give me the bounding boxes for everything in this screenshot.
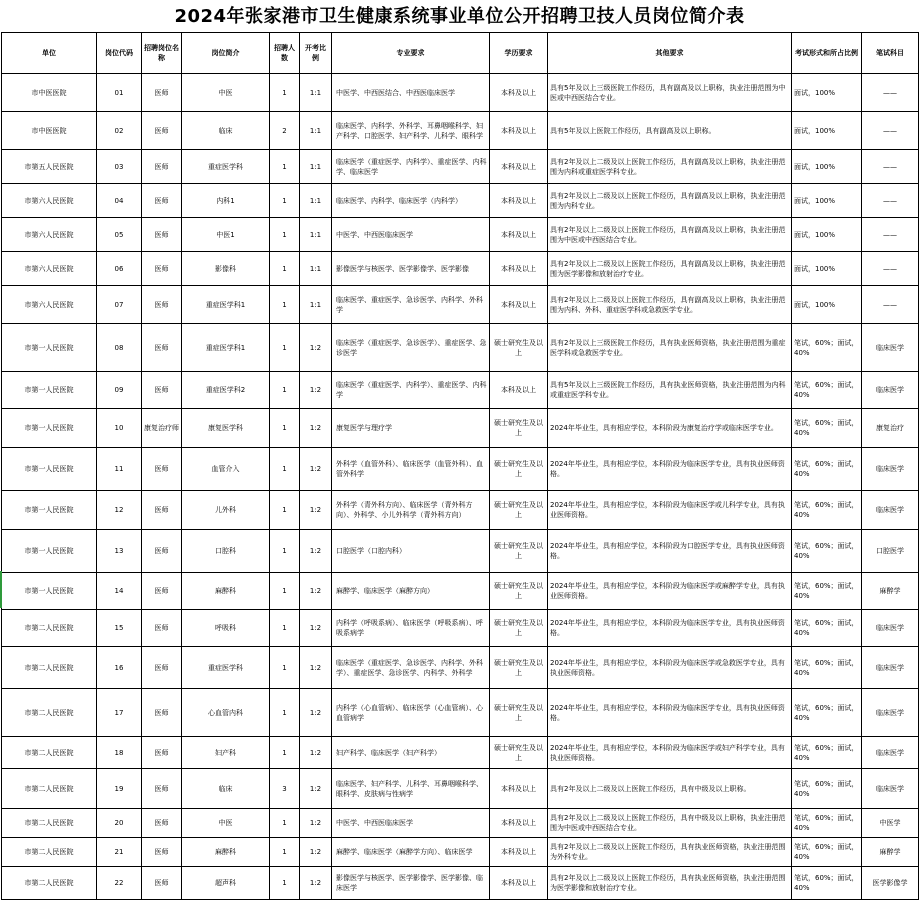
cell-ratio[interactable]: 1:2 xyxy=(300,809,332,838)
table-row xyxy=(2,867,919,900)
cell-unit[interactable]: 市第二人民医院 xyxy=(2,647,97,689)
cell-post[interactable]: 医师 xyxy=(142,218,182,252)
cell-edu[interactable]: 本科及以上 xyxy=(490,218,548,252)
cell-other[interactable]: 具有2年及以上二级及以上医院工作经历，具有副高及以上职称，执业注册范围为内科专业。 xyxy=(548,184,792,218)
cell-ratio[interactable]: 1:2 xyxy=(300,491,332,530)
cell-exam[interactable]: 笔试，60%；面试，40% xyxy=(792,867,862,900)
cell-major[interactable]: 麻醉学、临床医学（麻醉方向） xyxy=(332,573,490,610)
table-row xyxy=(2,372,919,409)
cell-code[interactable]: 07 xyxy=(97,286,142,324)
cell-code[interactable]: 05 xyxy=(97,218,142,252)
cell-other[interactable]: 2024年毕业生，具有相应学位，本科阶段为临床医学或急救医学专业，具有执业医师资格。 xyxy=(548,647,792,689)
cell-unit[interactable]: 市第六人民医院 xyxy=(2,184,97,218)
cell-other[interactable]: 具有2年及以上二级及以上医院工作经历，具有执业医师资格，执业注册范围为外科专业。 xyxy=(548,838,792,867)
cell-subject[interactable]: —— xyxy=(862,218,919,252)
cell-major[interactable]: 康复医学与理疗学 xyxy=(332,409,490,448)
cell-other[interactable]: 具有5年及以上三级医院工作经历，具有副高及以上职称，执业注册范围为中医或中西医结合专业。 xyxy=(548,74,792,112)
cell-major[interactable]: 临床医学、内科学、外科学、耳鼻咽喉科学、妇产科学、口腔医学、妇产科学、儿科学、眼科学 xyxy=(332,112,490,150)
cell-subject[interactable]: —— xyxy=(862,252,919,286)
cell-major[interactable]: 中医学、中西医临床医学 xyxy=(332,218,490,252)
header-row xyxy=(2,33,919,74)
cell-ratio[interactable]: 1:1 xyxy=(300,150,332,184)
cell-num[interactable]: 2 xyxy=(270,112,300,150)
cell-subject[interactable]: —— xyxy=(862,286,919,324)
cell-edu[interactable]: 本科及以上 xyxy=(490,809,548,838)
cell-edu[interactable]: 本科及以上 xyxy=(490,867,548,900)
cell-other[interactable]: 2024年毕业生，具有相应学位，本科阶段为临床医学专业，具有执业医师资格。 xyxy=(548,610,792,647)
cell-post[interactable]: 医师 xyxy=(142,689,182,737)
cell-major[interactable]: 临床医学（重症医学、急诊医学、内科学、外科学）、重症医学、急诊医学、内科学、外科学 xyxy=(332,647,490,689)
cell-code[interactable]: 17 xyxy=(97,689,142,737)
cell-edu[interactable]: 硕士研究生及以上 xyxy=(490,491,548,530)
cell-ratio[interactable]: 1:2 xyxy=(300,689,332,737)
cell-exam[interactable]: 笔试，60%；面试，40% xyxy=(792,610,862,647)
cell-code[interactable]: 02 xyxy=(97,112,142,150)
cell-num[interactable]: 1 xyxy=(270,150,300,184)
cell-subject[interactable]: 临床医学 xyxy=(862,689,919,737)
cell-major[interactable]: 口腔医学（口腔内科） xyxy=(332,530,490,573)
cell-num[interactable]: 1 xyxy=(270,448,300,491)
cell-code[interactable]: 15 xyxy=(97,610,142,647)
cell-post[interactable]: 医师 xyxy=(142,184,182,218)
header-major: 专业要求 xyxy=(332,33,490,74)
cell-ratio[interactable]: 1:2 xyxy=(300,610,332,647)
cell-major[interactable]: 外科学（血管外科）、临床医学（血管外科）、血管外科学 xyxy=(332,448,490,491)
cell-unit[interactable]: 市第六人民医院 xyxy=(2,218,97,252)
cell-intro[interactable]: 临床 xyxy=(182,112,270,150)
cell-intro[interactable]: 血管介入 xyxy=(182,448,270,491)
cell-major[interactable]: 影像医学与核医学、医学影像学、医学影像 xyxy=(332,252,490,286)
cell-intro[interactable]: 中医 xyxy=(182,809,270,838)
table-row xyxy=(2,324,919,372)
header-code: 岗位代码 xyxy=(97,33,142,74)
cell-code[interactable]: 18 xyxy=(97,737,142,769)
cell-unit[interactable]: 市第二人民医院 xyxy=(2,809,97,838)
cell-intro[interactable]: 重症医学科 xyxy=(182,647,270,689)
cell-edu[interactable]: 本科及以上 xyxy=(490,252,548,286)
cell-intro[interactable]: 中医1 xyxy=(182,218,270,252)
cell-exam[interactable]: 笔试，60%；面试，40% xyxy=(792,530,862,573)
table-row xyxy=(2,150,919,184)
cell-post[interactable]: 医师 xyxy=(142,838,182,867)
table-row xyxy=(2,737,919,769)
cell-intro[interactable]: 心血管内科 xyxy=(182,689,270,737)
cell-subject[interactable]: 临床医学 xyxy=(862,769,919,809)
cell-code[interactable]: 16 xyxy=(97,647,142,689)
cell-num[interactable]: 1 xyxy=(270,74,300,112)
cell-exam[interactable]: 面试，100% xyxy=(792,286,862,324)
table-body xyxy=(2,74,919,900)
header-post: 招聘岗位名称 xyxy=(142,33,182,74)
cell-post[interactable]: 医师 xyxy=(142,530,182,573)
cell-exam[interactable]: 笔试，60%；面试，40% xyxy=(792,491,862,530)
cell-code[interactable]: 22 xyxy=(97,867,142,900)
cell-post[interactable]: 医师 xyxy=(142,867,182,900)
cell-unit[interactable]: 市第二人民医院 xyxy=(2,769,97,809)
cell-subject[interactable]: —— xyxy=(862,112,919,150)
cell-subject[interactable]: 口腔医学 xyxy=(862,530,919,573)
cell-num[interactable]: 1 xyxy=(270,867,300,900)
header-subject: 笔试科目 xyxy=(862,33,919,74)
cell-ratio[interactable]: 1:1 xyxy=(300,184,332,218)
cell-other[interactable]: 具有2年及以上二级及以上医院工作经历，具有执业医师资格，执业注册范围为医学影像和放射治疗专业。 xyxy=(548,867,792,900)
cell-code[interactable]: 08 xyxy=(97,324,142,372)
cell-unit[interactable]: 市第二人民医院 xyxy=(2,610,97,647)
cell-intro[interactable]: 重症医学科1 xyxy=(182,286,270,324)
cell-exam[interactable]: 面试，100% xyxy=(792,112,862,150)
cell-ratio[interactable]: 1:2 xyxy=(300,530,332,573)
cell-exam[interactable]: 面试，100% xyxy=(792,184,862,218)
cell-num[interactable]: 1 xyxy=(270,647,300,689)
cell-exam[interactable]: 面试，100% xyxy=(792,74,862,112)
cell-post[interactable]: 医师 xyxy=(142,324,182,372)
cell-unit[interactable]: 市第一人民医院 xyxy=(2,491,97,530)
cell-intro[interactable]: 重症医学科2 xyxy=(182,372,270,409)
cell-intro[interactable]: 儿外科 xyxy=(182,491,270,530)
cell-subject[interactable]: 临床医学 xyxy=(862,737,919,769)
table-row xyxy=(2,112,919,150)
cell-code[interactable]: 09 xyxy=(97,372,142,409)
cell-unit[interactable]: 市第六人民医院 xyxy=(2,252,97,286)
cell-ratio[interactable]: 1:2 xyxy=(300,647,332,689)
cell-num[interactable]: 1 xyxy=(270,409,300,448)
cell-intro[interactable]: 重症医学科1 xyxy=(182,324,270,372)
cell-major[interactable]: 中医学、中西医结合、中西医临床医学 xyxy=(332,74,490,112)
cell-intro[interactable]: 麻醉科 xyxy=(182,838,270,867)
cell-unit[interactable]: 市第一人民医院 xyxy=(2,324,97,372)
cell-other[interactable]: 具有2年及以上二级及以上医院工作经历，具有中级及以上职称。 xyxy=(548,769,792,809)
cell-intro[interactable]: 临床 xyxy=(182,769,270,809)
cell-post[interactable]: 医师 xyxy=(142,809,182,838)
cell-edu[interactable]: 本科及以上 xyxy=(490,286,548,324)
cell-exam[interactable]: 笔试，60%；面试，40% xyxy=(792,769,862,809)
cell-code[interactable]: 19 xyxy=(97,769,142,809)
cell-other[interactable]: 具有2年及以上二级及以上医院工作经历，具有副高及以上职称，执业注册范围为医学影像和放射治疗专业。 xyxy=(548,252,792,286)
cell-exam[interactable]: 笔试，60%；面试，40% xyxy=(792,409,862,448)
cell-other[interactable]: 2024年毕业生，具有相应学位，本科阶段为口腔医学专业，具有执业医师资格。 xyxy=(548,530,792,573)
cell-major[interactable]: 内科学（心血管病）、临床医学（心血管病）、心血管病学 xyxy=(332,689,490,737)
cell-num[interactable]: 1 xyxy=(270,324,300,372)
cell-subject[interactable]: 麻醉学 xyxy=(862,573,919,610)
cell-num[interactable]: 1 xyxy=(270,218,300,252)
cell-major[interactable]: 内科学（呼吸系病）、临床医学（呼吸系病）、呼吸系病学 xyxy=(332,610,490,647)
cell-edu[interactable]: 本科及以上 xyxy=(490,112,548,150)
cell-other[interactable]: 具有2年及以上三级医院工作经历，具有执业医师资格，执业注册范围为重症医学科或急救医学专业。 xyxy=(548,324,792,372)
table-row xyxy=(2,409,919,448)
header-edu: 学历要求 xyxy=(490,33,548,74)
cell-code[interactable]: 13 xyxy=(97,530,142,573)
cell-unit[interactable]: 市第一人民医院 xyxy=(2,372,97,409)
cell-exam[interactable]: 面试，100% xyxy=(792,252,862,286)
cell-major[interactable]: 临床医学、重症医学、急诊医学、内科学、外科学 xyxy=(332,286,490,324)
cell-major[interactable]: 影像医学与核医学、医学影像学、医学影像、临床医学 xyxy=(332,867,490,900)
cell-major[interactable]: 临床医学（重症医学、急诊医学）、重症医学、急诊医学 xyxy=(332,324,490,372)
cell-exam[interactable]: 笔试，60%；面试，40% xyxy=(792,647,862,689)
cell-edu[interactable]: 硕士研究生及以上 xyxy=(490,324,548,372)
cell-edu[interactable]: 硕士研究生及以上 xyxy=(490,737,548,769)
cell-post[interactable]: 医师 xyxy=(142,769,182,809)
cell-subject[interactable]: —— xyxy=(862,74,919,112)
cell-code[interactable]: 10 xyxy=(97,409,142,448)
cell-ratio[interactable]: 1:1 xyxy=(300,218,332,252)
cell-unit[interactable]: 市第二人民医院 xyxy=(2,838,97,867)
cell-post[interactable]: 医师 xyxy=(142,74,182,112)
cell-unit[interactable]: 市第一人民医院 xyxy=(2,409,97,448)
cell-code[interactable]: 04 xyxy=(97,184,142,218)
cell-post[interactable]: 医师 xyxy=(142,737,182,769)
cell-subject[interactable]: 临床医学 xyxy=(862,647,919,689)
cell-other[interactable]: 2024年毕业生，具有相应学位，本科阶段为临床医学专业，具有执业医师资格。 xyxy=(548,689,792,737)
cell-unit[interactable]: 市第一人民医院 xyxy=(2,530,97,573)
cell-ratio[interactable]: 1:1 xyxy=(300,112,332,150)
cell-edu[interactable]: 硕士研究生及以上 xyxy=(490,530,548,573)
cell-major[interactable]: 妇产科学、临床医学（妇产科学） xyxy=(332,737,490,769)
cell-intro[interactable]: 康复医学科 xyxy=(182,409,270,448)
cell-code[interactable]: 11 xyxy=(97,448,142,491)
cell-other[interactable]: 2024年毕业生，具有相应学位，本科阶段为临床医学或儿科学专业，具有执业医师资格。 xyxy=(548,491,792,530)
cell-code[interactable]: 01 xyxy=(97,74,142,112)
cell-subject[interactable]: —— xyxy=(862,184,919,218)
cell-num[interactable]: 1 xyxy=(270,809,300,838)
cell-post[interactable]: 医师 xyxy=(142,448,182,491)
cell-num[interactable]: 1 xyxy=(270,372,300,409)
cell-ratio[interactable]: 1:2 xyxy=(300,867,332,900)
cell-ratio[interactable]: 1:2 xyxy=(300,324,332,372)
table-row xyxy=(2,218,919,252)
cell-major[interactable]: 麻醉学、临床医学（麻醉学方向）、临床医学 xyxy=(332,838,490,867)
cell-num[interactable]: 1 xyxy=(270,737,300,769)
cell-post[interactable]: 医师 xyxy=(142,112,182,150)
cell-intro[interactable]: 呼吸科 xyxy=(182,610,270,647)
page-title: 2024年张家港市卫生健康系统事业单位公开招聘卫技人员岗位简介表 xyxy=(174,6,745,27)
table-row xyxy=(2,184,919,218)
table-row xyxy=(2,610,919,647)
table-row xyxy=(2,530,919,573)
cell-major[interactable]: 临床医学（重症医学、内科学）、重症医学、内科学 xyxy=(332,372,490,409)
cell-subject[interactable]: 医学影像学 xyxy=(862,867,919,900)
cell-code[interactable]: 06 xyxy=(97,252,142,286)
cell-edu[interactable]: 本科及以上 xyxy=(490,769,548,809)
cell-num[interactable]: 1 xyxy=(270,689,300,737)
cell-unit[interactable]: 市中医医院 xyxy=(2,74,97,112)
cell-num[interactable]: 1 xyxy=(270,184,300,218)
cell-code[interactable]: 03 xyxy=(97,150,142,184)
cell-other[interactable]: 具有2年及以上二级及以上医院工作经历，具有副高及以上职称，执业注册范围为中医或中西医结合专业。 xyxy=(548,218,792,252)
header-exam: 考试形式和所占比例 xyxy=(792,33,862,74)
cell-post[interactable]: 医师 xyxy=(142,573,182,610)
cell-unit[interactable]: 市第二人民医院 xyxy=(2,689,97,737)
cell-major[interactable]: 外科学（青外科方向）、临床医学（青外科方向）、外科学、小儿外科学（青外科方向） xyxy=(332,491,490,530)
cell-exam[interactable]: 笔试，60%；面试，40% xyxy=(792,809,862,838)
cell-ratio[interactable]: 1:2 xyxy=(300,448,332,491)
cell-intro[interactable]: 麻醉科 xyxy=(182,573,270,610)
cell-post[interactable]: 医师 xyxy=(142,491,182,530)
cell-num[interactable]: 1 xyxy=(270,838,300,867)
cell-post[interactable]: 医师 xyxy=(142,150,182,184)
cell-other[interactable]: 具有2年及以上二级及以上医院工作经历，具有副高及以上职称，执业注册范围为内科或重症医学科专业。 xyxy=(548,150,792,184)
cell-edu[interactable]: 本科及以上 xyxy=(490,372,548,409)
cell-edu[interactable]: 硕士研究生及以上 xyxy=(490,448,548,491)
cell-num[interactable]: 1 xyxy=(270,286,300,324)
cell-ratio[interactable]: 1:1 xyxy=(300,286,332,324)
cell-exam[interactable]: 笔试，60%；面试，40% xyxy=(792,689,862,737)
cell-post[interactable]: 医师 xyxy=(142,610,182,647)
table-row xyxy=(2,769,919,809)
cell-major[interactable]: 中医学、中西医临床医学 xyxy=(332,809,490,838)
header-num: 招聘人数 xyxy=(270,33,300,74)
cell-edu[interactable]: 硕士研究生及以上 xyxy=(490,689,548,737)
cell-exam[interactable]: 笔试，60%；面试，40% xyxy=(792,448,862,491)
table-row xyxy=(2,286,919,324)
cell-edu[interactable]: 本科及以上 xyxy=(490,184,548,218)
cell-major[interactable]: 临床医学、妇产科学、儿科学、耳鼻咽喉科学、眼科学、皮肤病与性病学 xyxy=(332,769,490,809)
cell-exam[interactable]: 面试，100% xyxy=(792,218,862,252)
cell-intro[interactable]: 妇产科 xyxy=(182,737,270,769)
cell-subject[interactable]: 临床医学 xyxy=(862,610,919,647)
cell-subject[interactable]: —— xyxy=(862,150,919,184)
cell-major[interactable]: 临床医学、内科学、临床医学（内科学） xyxy=(332,184,490,218)
cell-other[interactable]: 2024年毕业生，具有相应学位，本科阶段为临床医学或麻醉学专业，具有执业医师资格。 xyxy=(548,573,792,610)
cell-unit[interactable]: 市中医医院 xyxy=(2,112,97,150)
cell-ratio[interactable]: 1:2 xyxy=(300,838,332,867)
cell-major[interactable]: 临床医学（重症医学、内科学）、重症医学、内科学、临床医学 xyxy=(332,150,490,184)
cell-subject[interactable]: 临床医学 xyxy=(862,448,919,491)
cell-num[interactable]: 3 xyxy=(270,769,300,809)
cell-other[interactable]: 2024年毕业生，具有相应学位，本科阶段为康复治疗学或临床医学专业。 xyxy=(548,409,792,448)
cell-edu[interactable]: 硕士研究生及以上 xyxy=(490,647,548,689)
header-unit: 单位 xyxy=(2,33,97,74)
cell-ratio[interactable]: 1:2 xyxy=(300,737,332,769)
positions-table xyxy=(1,32,919,900)
cell-subject[interactable]: 临床医学 xyxy=(862,324,919,372)
cell-num[interactable]: 1 xyxy=(270,530,300,573)
cell-other[interactable]: 具有5年及以上三级医院工作经历，具有执业医师资格，执业注册范围为内科或重症医学科专业。 xyxy=(548,372,792,409)
cell-other[interactable]: 具有5年及以上医院工作经历，具有副高及以上职称。 xyxy=(548,112,792,150)
table-row xyxy=(2,448,919,491)
cell-edu[interactable]: 本科及以上 xyxy=(490,74,548,112)
cell-ratio[interactable]: 1:2 xyxy=(300,372,332,409)
cell-post[interactable]: 医师 xyxy=(142,372,182,409)
cell-intro[interactable]: 重症医学科 xyxy=(182,150,270,184)
cell-other[interactable]: 具有2年及以上二级及以上医院工作经历，具有副高及以上职称，执业注册范围为内科、外科、重症医学科或急救医学专业。 xyxy=(548,286,792,324)
cell-edu[interactable]: 本科及以上 xyxy=(490,838,548,867)
cell-intro[interactable]: 影像科 xyxy=(182,252,270,286)
cell-exam[interactable]: 笔试，60%；面试，40% xyxy=(792,324,862,372)
cell-num[interactable]: 1 xyxy=(270,573,300,610)
cell-ratio[interactable]: 1:2 xyxy=(300,409,332,448)
cell-subject[interactable]: 麻醉学 xyxy=(862,838,919,867)
cell-subject[interactable]: 临床医学 xyxy=(862,372,919,409)
cell-unit[interactable]: 市第二人民医院 xyxy=(2,867,97,900)
cell-post[interactable]: 康复治疗师 xyxy=(142,409,182,448)
cell-intro[interactable]: 中医 xyxy=(182,74,270,112)
table-row xyxy=(2,809,919,838)
cell-unit[interactable]: 市第五人民医院 xyxy=(2,150,97,184)
table-row xyxy=(2,74,919,112)
cell-subject[interactable]: 临床医学 xyxy=(862,491,919,530)
cell-exam[interactable]: 笔试，60%；面试，40% xyxy=(792,573,862,610)
cell-exam[interactable]: 笔试，60%；面试，40% xyxy=(792,737,862,769)
cell-ratio[interactable]: 1:2 xyxy=(300,769,332,809)
cell-num[interactable]: 1 xyxy=(270,252,300,286)
cell-edu[interactable]: 硕士研究生及以上 xyxy=(490,409,548,448)
table-row xyxy=(2,647,919,689)
cell-post[interactable]: 医师 xyxy=(142,286,182,324)
table-row xyxy=(2,573,919,610)
cell-ratio[interactable]: 1:1 xyxy=(300,74,332,112)
cell-edu[interactable]: 硕士研究生及以上 xyxy=(490,610,548,647)
table-row xyxy=(2,252,919,286)
cell-code[interactable]: 14 xyxy=(97,573,142,610)
cell-num[interactable]: 1 xyxy=(270,491,300,530)
cell-exam[interactable]: 笔试，60%；面试，40% xyxy=(792,372,862,409)
row-selection-marker xyxy=(0,571,2,608)
cell-code[interactable]: 21 xyxy=(97,838,142,867)
cell-post[interactable]: 医师 xyxy=(142,647,182,689)
header-intro: 岗位简介 xyxy=(182,33,270,74)
cell-intro[interactable]: 口腔科 xyxy=(182,530,270,573)
cell-intro[interactable]: 超声科 xyxy=(182,867,270,900)
cell-other[interactable]: 具有2年及以上二级及以上医院工作经历，具有中级及以上职称，执业注册范围为中医或中西医结合专业。 xyxy=(548,809,792,838)
cell-num[interactable]: 1 xyxy=(270,610,300,647)
cell-ratio[interactable]: 1:2 xyxy=(300,573,332,610)
cell-edu[interactable]: 硕士研究生及以上 xyxy=(490,573,548,610)
cell-code[interactable]: 20 xyxy=(97,809,142,838)
cell-subject[interactable]: 中医学 xyxy=(862,809,919,838)
cell-subject[interactable]: 康复治疗 xyxy=(862,409,919,448)
cell-code[interactable]: 12 xyxy=(97,491,142,530)
cell-exam[interactable]: 面试，100% xyxy=(792,150,862,184)
cell-post[interactable]: 医师 xyxy=(142,252,182,286)
cell-unit[interactable]: 市第一人民医院 xyxy=(2,573,97,610)
cell-other[interactable]: 2024年毕业生，具有相应学位，本科阶段为临床医学专业，具有执业医师资格。 xyxy=(548,448,792,491)
header-other: 其他要求 xyxy=(548,33,792,74)
cell-other[interactable]: 2024年毕业生，具有相应学位，本科阶段为临床医学或妇产科学专业，具有执业医师资格。 xyxy=(548,737,792,769)
cell-ratio[interactable]: 1:1 xyxy=(300,252,332,286)
cell-intro[interactable]: 内科1 xyxy=(182,184,270,218)
cell-edu[interactable]: 本科及以上 xyxy=(490,150,548,184)
table-row xyxy=(2,838,919,867)
table-row xyxy=(2,491,919,530)
header-ratio: 开考比例 xyxy=(300,33,332,74)
cell-unit[interactable]: 市第二人民医院 xyxy=(2,737,97,769)
table-row xyxy=(2,689,919,737)
cell-unit[interactable]: 市第一人民医院 xyxy=(2,448,97,491)
cell-unit[interactable]: 市第六人民医院 xyxy=(2,286,97,324)
cell-exam[interactable]: 笔试，60%；面试，40% xyxy=(792,838,862,867)
